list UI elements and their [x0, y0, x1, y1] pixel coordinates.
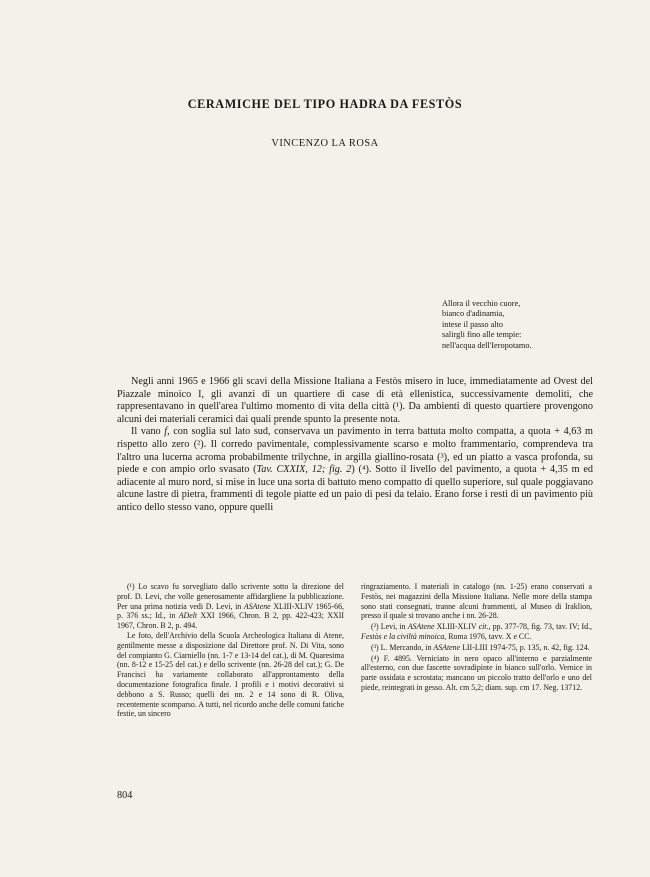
footnote-1-continued: Le foto, dell'Archivio della Scuola Archeologica Italiana di Atene, gentilmente messe a disposizione dal Direttore prof. N. Di Vita, sono del compianto G. Ciarniello (nn. 1-7 e 13-14 del cat.), di M. Quaresima (nn. 8-12 e 15-25 del cat.) e dello scrivente (nn. 26-28 del cat.); G. De Francisci ha variamente collaborato all'approntamento della documentazione fotografica finale. I profili e i motivi decorativi si debbono a S. Russo; quelli dei nn. 2 e 14 sono di R. Oliva, recentemente scomparso. A tutti, nel ricordo anche delle comuni fatiche festie, un sincero [117, 630, 344, 719]
body-text [117, 376, 593, 515]
footnote-3: (³) L. Mercando, in ASAtene LII-LIII 1974-75, p. 135, n. 42, fig. 124. [371, 642, 590, 652]
epigraph [442, 299, 622, 351]
page-number: 804 [117, 790, 133, 801]
footnotes-left-column [117, 582, 344, 719]
footnotes-right-column [361, 582, 592, 693]
epigraph-line: salirgli fino alle tempie: [442, 330, 522, 340]
paragraph-1: Negli anni 1965 e 1966 gli scavi della Missione Italiana a Festòs misero in luce, immediatamente ad Ovest del Piazzale minoico I, gli avanzi di un quartiere di case di età ellenistica, successivamente demoliti, che rappresentavano in quell'area l'ultimo momento di vita della città (¹). Da ambienti di questo quartiere provengono alcuni dei materiali ceramici dai quali prende spunto la presente nota. [117, 376, 593, 425]
epigraph-line: intese il passo alto [442, 319, 504, 329]
article-title: CERAMICHE DEL TIPO HADRA DA FESTÒS [187, 97, 463, 111]
footnote-1: (¹) Lo scavo fu sorvegliato dallo scrivente sotto la direzione del prof. D. Levi, che volle generosamente affidargliene la pubblicazione. Per una prima notizia vedi D. Levi, in ASAtene XLIII-XLIV 1965-66, p. 376 ss.; Id., in ADelt XXI 1966, Chron. B 2, pp. 422-423; XXII 1967, Chron. B 2, p. 494. [117, 582, 344, 631]
footnote-4: (⁴) F. 4895. Verniciato in nero opaco all'interno e parzialmente all'esterno, con due fascette sovradipinte in bianco sull'orlo. Vernice in parte ossidata e scrostata; mancano un piccolo tratto dell'orlo e uno del piede, reintegrati in gesso. Alt. cm 5,2; diam. sup. cm 17. Neg. 13712. [361, 653, 592, 692]
footnote-2: (²) Levi, in ASAtene XLIII-XLIV cit., pp. 377-78, fig. 73, tav. IV; Id., Festòs e la civiltà minoica, Roma 1976, tavv. X e CC. [361, 622, 592, 641]
epigraph-line: bianco d'adinamia, [442, 309, 505, 319]
paragraph-2: Il vano f, con soglia sul lato sud, conservava un pavimento in terra battuta molto compatta, a quota + 4,63 m rispetto allo zero (²). Il corredo pavimentale, complessivamente scarso e molto frammentario, comprendeva tra l'altro una lucerna acroma probabilmente trilychne, in argilla giallino-rosata (³), ed un piatto a vasca profonda, su piede e con ampio orlo svasato (Tav. CXXIX, 12; fig. 2) (⁴). Sotto il livello del pavimento, a quota + 4,35 m ed adiacente al muro nord, si mise in luce una sorta di battuto meno compatto di quello superiore, sul quale poggiavano alcune lastre di pietra, frammenti di tegole piatte ed un paio di pesi da telaio. Erano forse i resti di un pavimento più antico dello stesso vano, oppure quelli [117, 426, 594, 513]
author-name: VINCENZO LA ROSA [271, 138, 379, 149]
epigraph-line: Allora il vecchio cuore, [442, 299, 521, 308]
epigraph-line: nell'acqua dell'Ieropotamo. [442, 340, 532, 350]
footnote-1-end: ringraziamento. I materiali in catalogo (nn. 1-25) erano conservati a Festòs, nei magazzini della Missione Italiana. Nelle more della stampa sono stati consegnati, tranne alcuni frammenti, al Museo di Iraklion, presso il quale si trovano anche i nn. 26-28. [361, 582, 592, 621]
